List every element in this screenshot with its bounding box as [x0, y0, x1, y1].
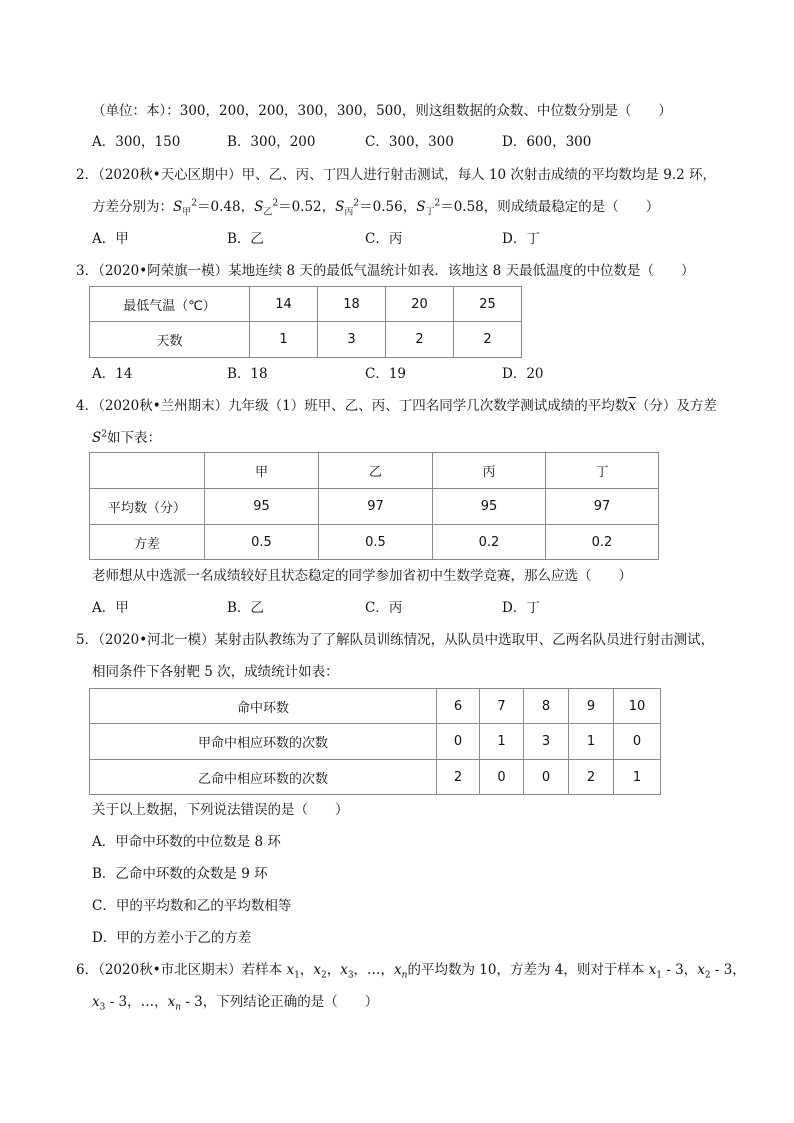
variance-yi: $S_乙^2=0.52$ [254, 198, 322, 218]
question-6-line2: $x_3 - 3$，…，$x_n - 3$，下列结论正确的是（ ） [92, 994, 379, 1013]
table-header-row [90, 689, 661, 724]
table-cell: 18 [318, 287, 386, 322]
table-cell: 20 [386, 287, 454, 322]
question-2-options [92, 230, 652, 248]
table-cell: 甲命中相应环数的次数 [90, 724, 437, 760]
question-number: 5． [76, 632, 99, 648]
table-cell: 1 [480, 724, 524, 760]
option-c: C．甲的平均数和乙的平均数相等 [92, 898, 292, 914]
table-cell: 8 [524, 689, 569, 724]
table-cell: 0 [524, 760, 569, 795]
option-b: B．乙 [227, 600, 264, 616]
table-cell: 95 [433, 489, 546, 525]
question-4-question: 老师想从中选派一名成绩较好且状态稳定的同学参加省初中生数学竞赛，那么应选（ ） [92, 568, 632, 584]
scores-table [89, 452, 659, 560]
table-cell: 1 [569, 724, 614, 760]
q-prev-stem: （单位：本）：300，200，200，300，300，500，则这组数据的众数、中位数分别是（ ） [92, 103, 672, 119]
table-cell: 10 [614, 689, 661, 724]
question-6-stem: 6．（2020秋•市北区期末）若样本 $x_1$，$x_2$，$x_3$，…，$x_n$的平均数为 10，方差为 4，则对于样本 $x_1 - 3$，$x_2 - 3$， [76, 962, 746, 981]
variance-bing: $S_丙^2=0.56$ [335, 198, 403, 218]
table-cell: 丁 [546, 453, 659, 489]
question-4-options [92, 599, 652, 617]
option-c: C．丙 [365, 231, 403, 247]
temperature-table [89, 286, 522, 358]
table-row [90, 322, 522, 358]
option-b: B．18 [227, 366, 268, 382]
question-source: （2020秋•天心区期中） [98, 167, 242, 183]
table-row [90, 760, 661, 795]
option-d: D．20 [502, 366, 544, 382]
question-source: （2020•阿荣旗一模） [98, 263, 229, 279]
table-cell: 97 [546, 489, 659, 525]
option-a: A．甲 [92, 600, 129, 616]
question-5-stem2: 相同条件下各射靶 5 次，成绩统计如表： [92, 664, 339, 680]
table-cell: 2 [569, 760, 614, 795]
question-4-line2: $S^2$如下表： [92, 429, 161, 446]
option-a: A．300，150 [92, 134, 181, 150]
table-cell: 0.2 [433, 525, 546, 560]
table-cell: 乙命中相应环数的次数 [90, 760, 437, 795]
variance-jia: $S_甲^2=0.48$ [173, 198, 241, 218]
option-a: A．14 [92, 366, 133, 382]
shooting-table [89, 688, 661, 795]
table-cell: 95 [205, 489, 319, 525]
table-cell: 3 [318, 322, 386, 358]
question-3-stem: 3．（2020•阿荣旗一模）某地连续 8 天的最低气温统计如表．该地这 8 天最低温度的中位数是（ ） [76, 263, 695, 279]
sample-x: $x_1$，$x_2$，$x_3$，…，$x_n$ [286, 962, 408, 981]
table-cell: 乙 [319, 453, 433, 489]
table-cell: 天数 [90, 322, 250, 358]
table-cell: 丙 [433, 453, 546, 489]
option-b: B．乙命中环数的众数是 9 环 [92, 866, 268, 882]
xbar-symbol: $\overline{x}$ [628, 398, 636, 414]
table-header-row [90, 453, 659, 489]
question-source: （2020秋•兰州期末） [98, 398, 229, 414]
question-number: 3． [76, 263, 99, 279]
question-source: （2020秋•市北区期末） [98, 962, 242, 978]
option-b: B．乙 [227, 231, 264, 247]
sample-x-minus-3: $x_1 - 3$，$x_2 - 3$， [648, 962, 746, 981]
table-cell [90, 453, 205, 489]
question-source: （2020•河北一模） [98, 632, 215, 648]
option-a: A．甲命中环数的中位数是 8 环 [92, 834, 281, 850]
table-cell: 0 [614, 724, 661, 760]
table-cell: 0.5 [319, 525, 433, 560]
q-prev-options [92, 133, 652, 151]
question-5-question: 关于以上数据，下列说法错误的是（ ） [92, 802, 349, 818]
table-cell: 1 [250, 322, 318, 358]
question-number: 6． [76, 962, 99, 978]
table-cell: 平均数（分） [90, 489, 205, 525]
table-cell: 25 [454, 287, 522, 322]
table-cell: 7 [480, 689, 524, 724]
table-cell: 1 [614, 760, 661, 795]
table-cell: 97 [319, 489, 433, 525]
option-c: C．300，300 [365, 134, 454, 150]
question-number: 2． [76, 167, 99, 183]
question-5-stem: 5．（2020•河北一模）某射击队教练为了了解队员训练情况，从队员中选取甲、乙两名队员进行射击测试， [76, 632, 715, 648]
table-cell: 2 [454, 322, 522, 358]
question-2-stem: 2．（2020秋•天心区期中）甲、乙、丙、丁四人进行射击测试，每人 10 次射击成绩的平均数均是 9.2 环， [76, 167, 716, 183]
option-a: A．甲 [92, 231, 129, 247]
table-cell: 6 [437, 689, 480, 724]
question-3-options [92, 365, 652, 383]
table-cell: 9 [569, 689, 614, 724]
option-c: C．19 [365, 366, 407, 382]
option-b: B．300，200 [227, 134, 316, 150]
table-cell: 最低气温（℃） [90, 287, 250, 322]
question-number: 4． [76, 398, 99, 414]
question-4-stem: 4．（2020秋•兰州期末）九年级（1）班甲、乙、丙、丁四名同学几次数学测试成绩的平均数$\overline{x}$（分）及方差 [76, 398, 717, 414]
variance-ding: $S_丁^2=0.58$ [416, 198, 484, 218]
table-cell: 0 [480, 760, 524, 795]
option-d: D．甲的方差小于乙的方差 [92, 930, 252, 946]
table-cell: 方差 [90, 525, 205, 560]
option-d: D．丁 [502, 231, 540, 247]
table-cell: 命中环数 [90, 689, 437, 724]
table-cell: 3 [524, 724, 569, 760]
option-d: D．丁 [502, 600, 540, 616]
option-d: D．600，300 [502, 134, 592, 150]
question-2-variances: 方差分别为：$S_甲^2=0.48$，$S_乙^2=0.52$，$S_丙^2=0.56$，$S_丁^2=0.58$，则成绩最稳定的是（ ） [92, 198, 660, 218]
option-c: C．丙 [365, 600, 403, 616]
table-row [90, 287, 522, 322]
table-cell: 甲 [205, 453, 319, 489]
table-row [90, 724, 661, 760]
table-cell: 14 [250, 287, 318, 322]
table-row [90, 489, 659, 525]
table-cell: 0.5 [205, 525, 319, 560]
table-cell: 2 [437, 760, 480, 795]
table-cell: 0.2 [546, 525, 659, 560]
table-cell: 2 [386, 322, 454, 358]
table-row [90, 525, 659, 560]
table-cell: 0 [437, 724, 480, 760]
